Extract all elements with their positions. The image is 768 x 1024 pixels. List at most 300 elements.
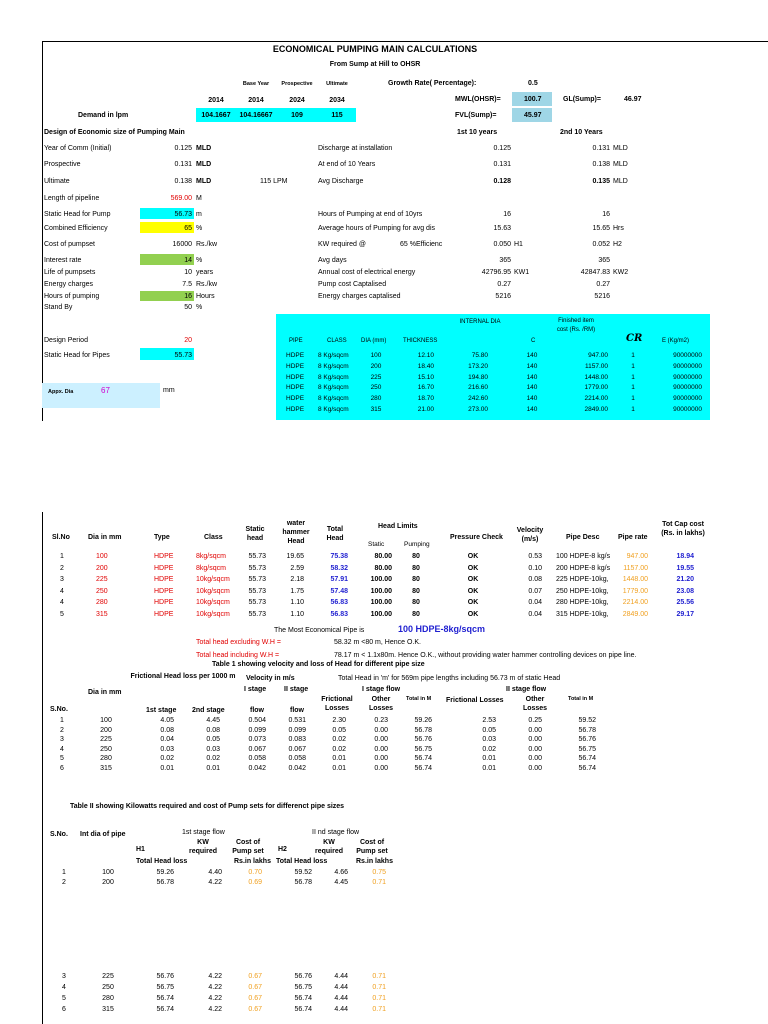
t2-cell: 0.71 (372, 1006, 386, 1013)
t2-h-2nd: II nd stage flow (312, 829, 360, 836)
t1-cell: 0.25 (528, 717, 542, 724)
t2-cell: 2 (62, 879, 66, 886)
pipe-cell: HDPE (286, 395, 305, 403)
main-cell: 315 (96, 611, 108, 618)
main-cell: 200 HDPE-8 kg/s (556, 564, 611, 572)
demand-value[interactable]: 109 (291, 112, 303, 119)
pipe-cell: 100 (370, 352, 382, 359)
param-value: 16000 (172, 241, 192, 248)
t1-h-friction: Frictional Head loss per 1000 m (130, 673, 236, 680)
gl-value: 46.97 (624, 96, 642, 103)
pipe-cell: 90000000 (673, 395, 702, 403)
main-cell: 2.59 (290, 564, 304, 572)
t2-cell: 59.26 (156, 869, 174, 876)
main-cell: 200 (96, 564, 108, 572)
fvl-label: FVL(Sump)= (455, 112, 497, 119)
t2-cell: 4.44 (334, 1006, 348, 1013)
t2-cell: 4.66 (334, 869, 348, 876)
t2-cell: 4.22 (208, 879, 222, 886)
t2-cell: 6 (62, 1006, 66, 1013)
discharge-label: Avg Discharge (318, 178, 364, 185)
t2-cell: 0.70 (248, 869, 262, 876)
main-cell: HDPE (154, 587, 174, 595)
t1-title: Table 1 showing velocity and loss of Head for different pipe size (212, 661, 425, 668)
pipe-cell: 1 (631, 406, 635, 413)
pipe-th-internal: INTERNAL DIA (459, 319, 501, 325)
main-cell: 80.00 (374, 553, 392, 560)
t1-h-istageflow: I stage flow (362, 686, 401, 693)
main-cell: 0.04 (528, 599, 542, 607)
appx-dia-value[interactable]: 67 (101, 386, 110, 395)
t2-cell: 56.78 (294, 879, 312, 886)
pipe-cell: 1779.00 (584, 384, 608, 392)
t2-cell: 4.22 (208, 1006, 222, 1013)
t2-cell: 315 (102, 1006, 114, 1013)
t2-cell: 250 (102, 984, 114, 991)
main-cell: 0.08 (528, 576, 542, 584)
t1-cell: 0.099 (248, 726, 266, 734)
discharge-unit: Hrs (613, 225, 624, 232)
t1-h-velocity: Velocity in m/s (246, 675, 295, 682)
demand-value[interactable]: 104.1667 (201, 112, 231, 119)
discharge-v2: 0.138 (592, 161, 610, 168)
discharge-label: Average hours of Pumping for avg dis (318, 225, 435, 232)
pipe-cell: 194.80 (468, 373, 488, 381)
param-unit: % (196, 304, 203, 311)
main-cell: 1.75 (290, 587, 304, 595)
gl-label: GL(Sump)= (563, 96, 601, 103)
main-cell: 4 (60, 587, 64, 595)
mt-th-pressure: Pressure Check (450, 534, 503, 541)
pipe-th-class: CLASS (327, 338, 347, 344)
param-unit: MLD (196, 145, 212, 152)
t1-h-1stage: 1st stage (146, 707, 177, 714)
discharge-v1: 0.128 (493, 178, 511, 185)
pipe-cell: 2849.00 (584, 406, 608, 413)
pipe-cell: 140 (526, 406, 538, 413)
discharge-u1: KW1 (514, 269, 530, 276)
pipe-cell: 173.20 (468, 362, 488, 370)
t2-h-int: Int dia of pipe (80, 831, 126, 838)
t1-cell: 0.05 (332, 726, 346, 734)
main-cell: OK (467, 611, 479, 618)
t2-cell: 0.67 (248, 973, 262, 980)
t1-h-sno: S.No. (50, 706, 68, 713)
main-cell: 56.83 (330, 611, 348, 618)
static-head-pipes-value[interactable]: 55.73 (174, 352, 192, 359)
param-unit: m (196, 211, 202, 218)
t2-cell: 0.67 (248, 984, 262, 991)
param-label: Energy charges (44, 281, 94, 288)
t1-cell: 0.042 (288, 765, 306, 772)
main-cell: 100 (96, 553, 108, 560)
t1-cell: 0.03 (482, 736, 496, 744)
year-cell: 2034 (329, 97, 345, 104)
mt-th-rate: Pipe rate (618, 534, 648, 541)
pipe-cell: 1 (631, 352, 635, 359)
pipe-cell: HDPE (286, 384, 305, 392)
main-cell: 25.56 (676, 599, 694, 607)
pipe-cell: 216.60 (468, 384, 488, 392)
param-value: 16 (184, 293, 192, 300)
discharge-v1: 0.27 (497, 281, 511, 288)
t1-cell: 0.02 (482, 745, 496, 753)
param-unit: years (196, 269, 214, 276)
t1-cell: 56.75 (414, 745, 432, 753)
main-cell: 315 HDPE-10kg, (556, 611, 609, 618)
param-unit: % (196, 225, 203, 232)
page-title: ECONOMICAL PUMPING MAIN CALCULATIONS (272, 44, 478, 54)
incl-wh-text: 78.17 m < 1.1x80m. Hence O.K., without providing water hammer controlling devices on pipe line. (334, 652, 637, 659)
discharge-v1: 42796.95 (481, 269, 511, 276)
param-label: Length of pipeline (44, 195, 100, 202)
pipe-cell: 16.70 (417, 384, 434, 392)
t2-cell: 0.69 (248, 879, 262, 886)
economical-value: 100 HDPE-8kg/sqcm (398, 624, 486, 634)
mt-th-velocity: Velocity (m/s) (516, 527, 544, 543)
t1-cell: 6 (60, 765, 64, 772)
main-cell: 100.00 (370, 611, 392, 618)
t2-cell: 0.67 (248, 1006, 262, 1013)
param-value: 569.00 (170, 195, 192, 202)
param-value: 0.138 (174, 178, 192, 185)
discharge-label: Hours of Pumping at end of 10yrs (318, 211, 423, 218)
main-cell: 55.73 (248, 599, 266, 607)
year-cell: 2014 (248, 97, 264, 104)
pipe-th-thickness: THICKNESS (403, 338, 438, 344)
param-value: 65 (184, 225, 192, 232)
t2-cell: 4.40 (208, 869, 222, 876)
mwl-value[interactable]: 100.7 (524, 96, 542, 103)
t2-cell: 0.71 (372, 984, 386, 991)
main-cell: HDPE (154, 611, 174, 618)
main-cell: 1779.00 (622, 587, 648, 595)
param-value: 50 (184, 304, 192, 311)
design-title: Design of Economic size of Pumping Main (44, 129, 185, 136)
t1-h-dia: Dia in mm (88, 689, 122, 696)
pipe-cell: 90000000 (673, 352, 702, 359)
main-cell: 2 (60, 564, 64, 572)
design-period-label: Design Period (44, 337, 88, 344)
t2-title: Table II showing Kilowatts required and cost of Pump sets for differenct pipe sizes (70, 803, 345, 810)
main-cell: 75.38 (330, 553, 348, 560)
main-cell: 0.07 (528, 587, 542, 595)
mt-th-limits: Head Limits (378, 523, 418, 530)
t1-cell: 2 (60, 726, 64, 734)
t1-cell: 56.74 (578, 755, 596, 763)
top-border (42, 41, 768, 42)
t2-h-cost2: Cost of Pump set (356, 839, 388, 855)
main-cell: HDPE (154, 576, 174, 584)
design-period-value[interactable]: 20 (184, 337, 192, 344)
main-cell: 1448.00 (622, 576, 648, 584)
main-cell: 0.10 (528, 564, 542, 572)
t2-h-h1: H1 (136, 846, 145, 853)
t1-cell: 200 (100, 726, 112, 734)
param-label: Static Head for Pump (44, 211, 111, 218)
param-unit: MLD (196, 178, 212, 185)
main-cell: 10kg/sqcm (196, 599, 230, 607)
t1-cell: 0.042 (248, 765, 266, 772)
main-cell: 280 (96, 599, 108, 607)
param-value: 56.73 (174, 211, 192, 218)
t2-cell: 56.75 (156, 984, 174, 991)
main-cell: 57.48 (330, 587, 348, 595)
t2-cell: 56.74 (294, 995, 312, 1002)
t1-cell: 56.74 (414, 765, 432, 772)
pipe-cell: 18.40 (417, 362, 434, 370)
pipe-cell: 947.00 (588, 352, 608, 359)
t1-cell: 0.01 (332, 765, 346, 772)
pipe-cell: 1 (631, 362, 635, 370)
year-cell: 2014 (208, 97, 224, 104)
mt-th-water: water hammer Head (282, 520, 310, 545)
discharge-v1: 0.050 (493, 241, 511, 248)
left-border-top (42, 41, 43, 421)
pipe-cell: 12.10 (417, 352, 434, 359)
t1-cell: 1 (60, 717, 64, 724)
param-unit: M (196, 195, 202, 202)
t2-cell: 56.76 (294, 973, 312, 980)
discharge-v2: 0.052 (592, 241, 610, 248)
t1-cell: 56.74 (414, 755, 432, 763)
t1-cell: 280 (100, 755, 112, 763)
t2-h-kw1: KW required (188, 839, 217, 855)
main-cell: 56.83 (330, 599, 348, 607)
param-value: 10 (184, 269, 192, 276)
t2-cell: 4.44 (334, 995, 348, 1002)
t1-cell: 56.78 (414, 726, 432, 734)
growth-value: 0.5 (528, 80, 538, 87)
pipe-cell: 200 (370, 362, 382, 370)
t1-cell: 0.00 (528, 736, 542, 744)
discharge-label: Discharge at installation (318, 145, 393, 152)
t1-cell: 59.52 (578, 717, 596, 724)
t2-h-cost1: Cost of Pump set (232, 839, 264, 855)
t1-h-other1: Other Losses (368, 696, 394, 712)
param-unit: % (196, 257, 203, 264)
param-label: Stand By (44, 304, 73, 311)
main-cell: OK (467, 553, 479, 560)
t1-cell: 0.01 (206, 765, 220, 772)
t2-cell: 4.22 (208, 973, 222, 980)
t1-cell: 56.75 (578, 745, 596, 753)
fvl-value[interactable]: 45.97 (524, 112, 542, 119)
pipe-cell: HDPE (286, 406, 305, 413)
t1-cell: 0.058 (248, 755, 266, 763)
main-cell: HDPE (154, 553, 174, 560)
t2-cell: 0.71 (372, 995, 386, 1002)
pipe-cell: 90000000 (673, 362, 702, 370)
main-cell: 5 (60, 611, 64, 618)
discharge-label: Energy charges captalised (318, 293, 401, 300)
t2-cell: 59.52 (294, 869, 312, 876)
t1-cell: 0.00 (374, 726, 388, 734)
t1-cell: 0.02 (206, 755, 220, 763)
first-10-years: 1st 10 years (457, 129, 498, 136)
pipe-cell: 1448.00 (584, 373, 608, 381)
mt-th-static: Static head (245, 526, 265, 542)
main-cell: 8kg/sqcm (196, 553, 226, 560)
pipe-cell: 140 (526, 352, 538, 359)
discharge-label: KW required @ (318, 241, 366, 248)
pipe-th-c: C (531, 338, 536, 344)
t1-h-other2: Other Losses (522, 696, 548, 712)
t2-h-thl2: Total Head loss (276, 858, 328, 865)
pipe-cell: 8 Kg/sqcm (318, 373, 349, 381)
pipe-cell: 315 (370, 406, 382, 413)
main-cell: 1 (60, 553, 64, 560)
main-cell: 280 HDPE-10kg, (556, 599, 609, 607)
main-cell: 100.00 (370, 576, 392, 584)
t1-h-totm1: Total in M (406, 696, 432, 702)
t2-cell: 3 (62, 973, 66, 980)
discharge-unit: H2 (613, 241, 622, 248)
t2-h-1st: 1st stage flow (182, 829, 225, 836)
main-cell: 80 (412, 611, 420, 618)
main-cell: 4 (60, 599, 64, 607)
t1-cell: 56.76 (578, 736, 596, 744)
t2-cell: 56.78 (156, 879, 174, 886)
main-cell: OK (467, 576, 479, 584)
param-value: 0.131 (174, 161, 192, 168)
t1-cell: 100 (100, 717, 112, 724)
economical-label: The Most Economical Pipe is (274, 627, 365, 634)
incl-wh-label: Total head including W.H = (196, 652, 280, 659)
t2-cell: 4.44 (334, 973, 348, 980)
discharge-label: Annual cost of electrical energy (318, 269, 416, 276)
t1-h-frict1: Frictional Losses (321, 696, 353, 712)
t1-cell: 0.083 (288, 736, 306, 744)
pipe-th-pipe: PIPE (289, 338, 303, 344)
static-head-pipes-label: Static Head for Pipes (44, 352, 110, 359)
t1-h-totm2: Total in M (568, 696, 594, 702)
discharge-v2: 5216 (594, 293, 610, 300)
main-cell: 2.18 (290, 576, 304, 584)
t1-cell: 2.30 (332, 717, 346, 724)
mt-th-cap: Tot Cap cost (Rs. in lakhs) (661, 521, 705, 537)
discharge-v1: 15.63 (493, 225, 511, 232)
pipe-th-e: E (Kg/m2) (662, 338, 690, 344)
discharge-v1: 0.131 (493, 161, 511, 168)
pipe-cell: HDPE (286, 352, 305, 359)
main-cell: OK (467, 587, 479, 595)
pipe-cell: 8 Kg/sqcm (318, 395, 349, 403)
left-border-bottom (42, 512, 43, 1024)
main-cell: 1.10 (290, 599, 304, 607)
main-cell: 225 (96, 576, 108, 584)
growth-label: Growth Rate( Percentage): (388, 80, 477, 87)
t1-cell: 0.05 (482, 726, 496, 734)
param-unit: MLD (196, 161, 212, 168)
t2-h-rs2: Rs.in lakhs (356, 858, 393, 865)
page-subtitle: From Sump at Hill to OHSR (329, 61, 421, 68)
pipe-cell: 1 (631, 384, 635, 392)
t1-cell: 4.45 (206, 717, 220, 724)
param-unit: Rs./kw (196, 241, 217, 248)
main-cell: 100 HDPE-8 kg/s (556, 553, 611, 560)
main-cell: 2849.00 (622, 611, 648, 618)
main-cell: 18.94 (676, 553, 694, 560)
prospective-label: Prospective (281, 81, 313, 87)
pipe-cell: 8 Kg/sqcm (318, 352, 349, 359)
discharge-v2: 0.131 (592, 145, 610, 152)
discharge-unit: MLD (613, 161, 628, 168)
main-cell: 947.00 (626, 553, 648, 560)
param-label: Prospective (44, 161, 81, 168)
pipe-cell: 242.60 (468, 395, 488, 403)
t1-cell: 0.00 (528, 765, 542, 772)
discharge-v2: 0.135 (592, 178, 610, 185)
main-cell: 250 (96, 587, 108, 595)
main-cell: 55.73 (248, 553, 266, 560)
t1-cell: 0.00 (374, 755, 388, 763)
main-cell: 1.10 (290, 611, 304, 618)
t1-cell: 59.26 (414, 717, 432, 724)
t1-cell: 0.073 (248, 736, 266, 744)
pipe-th-finished: Finished item cost (Rs. /RM) (556, 318, 596, 333)
main-cell: 19.55 (676, 564, 694, 572)
main-cell: 29.17 (676, 611, 694, 618)
t1-h-iistageflow: II stage flow (506, 686, 547, 693)
t1-cell: 0.067 (248, 745, 266, 753)
t1-cell: 0.067 (288, 745, 306, 753)
t2-cell: 0.75 (372, 869, 386, 876)
demand-value[interactable]: 104.16667 (239, 112, 273, 119)
main-cell: 58.32 (330, 564, 348, 572)
t2-cell: 56.74 (156, 1006, 174, 1013)
t1-h-iistage: II stage (284, 686, 309, 693)
mt-th-type: Type (154, 534, 170, 541)
t2-cell: 56.75 (294, 984, 312, 991)
discharge-v2: 16 (602, 211, 610, 218)
ultimate-label: Ultimate (326, 81, 348, 87)
demand-value[interactable]: 115 (331, 112, 343, 119)
main-cell: 2214.00 (622, 599, 648, 607)
main-cell: 55.73 (248, 564, 266, 572)
pipe-cell: 21.00 (417, 406, 434, 413)
t2-cell: 56.76 (156, 973, 174, 980)
t1-cell: 3 (60, 736, 64, 744)
main-cell: 55.73 (248, 611, 266, 618)
t2-cell: 56.74 (156, 995, 174, 1002)
t1-cell: 0.01 (482, 765, 496, 772)
main-cell: 21.20 (676, 576, 694, 584)
t2-cell: 0.67 (248, 995, 262, 1002)
discharge-label: At end of 10 Years (318, 161, 376, 168)
t1-cell: 0.099 (288, 726, 306, 734)
main-cell: 0.04 (528, 611, 542, 618)
mt-th-static2: Static (368, 541, 385, 548)
main-cell: 80 (412, 564, 420, 572)
pipe-cell: 8 Kg/sqcm (318, 406, 349, 413)
param-label: Life of pumpsets (44, 269, 96, 276)
pipe-cell: 8 Kg/sqcm (318, 384, 349, 392)
t2-cell: 0.71 (372, 973, 386, 980)
year-cell: 2024 (289, 97, 305, 104)
t1-cell: 56.76 (414, 736, 432, 744)
t2-cell: 4.45 (334, 879, 348, 886)
t2-h-kw2: KW required (314, 839, 343, 855)
main-cell: 80 (412, 587, 420, 595)
t2-cell: 225 (102, 973, 114, 980)
main-cell: 250 HDPE-10kg, (556, 587, 609, 595)
pipe-cell: 2214.00 (584, 395, 608, 403)
t1-cell: 0.00 (528, 745, 542, 753)
pipe-cell: 90000000 (673, 373, 702, 381)
t1-cell: 0.02 (332, 745, 346, 753)
t2-cell: 280 (102, 995, 114, 1002)
